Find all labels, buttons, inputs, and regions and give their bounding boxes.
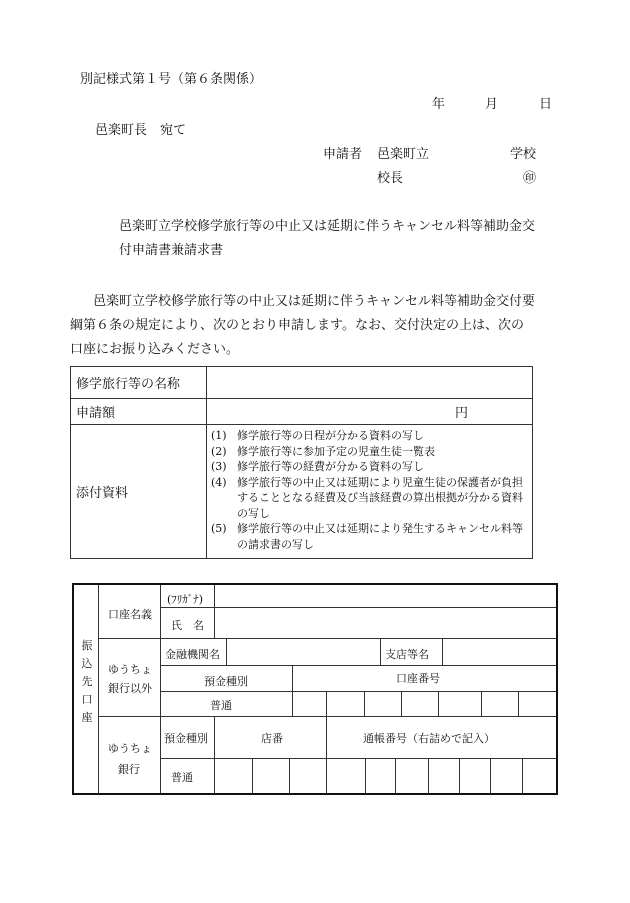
applicant-school-suffix: 学校 bbox=[510, 147, 537, 162]
ordinary-label: 普通 bbox=[210, 699, 232, 712]
bank-account-table bbox=[72, 583, 558, 795]
body-line2: 綱第６条の規定により、次のとおり申請します。なお、交付決定の上は、次の bbox=[70, 318, 524, 333]
attachment-item: (1) 修学旅行等の日程が分かる資料の写し bbox=[211, 429, 424, 442]
yucho-label-2: 銀行 bbox=[118, 763, 140, 776]
passbook-number-field[interactable] bbox=[328, 760, 554, 791]
attachment-item: (5) 修学旅行等の中止又は延期により発生するキャンセル料等の請求書の写し bbox=[211, 522, 523, 551]
holder-name-field[interactable] bbox=[216, 609, 554, 637]
form-number: 別記様式第１号（第６条関係） bbox=[80, 72, 263, 87]
attachment-item: (4) 修学旅行等の中止又は延期により児童生徒の保護者が負担することとなる経費及び当該経費の算出根拠が分かる資料の写し bbox=[211, 475, 523, 520]
amount-unit: 円 bbox=[454, 406, 468, 421]
institution-label: 金融機関名 bbox=[165, 648, 220, 661]
store-number-field[interactable] bbox=[216, 760, 325, 791]
amount-field[interactable] bbox=[207, 399, 533, 425]
document-title-line1: 邑楽町立学校修学旅行等の中止又は延期に伴うキャンセル料等補助金交 bbox=[119, 219, 536, 234]
yucho-ordinary-label: 普通 bbox=[171, 771, 193, 784]
principal-label: 校長 bbox=[377, 171, 404, 186]
institution-field[interactable] bbox=[228, 641, 378, 663]
seal-mark: ㊞ bbox=[523, 171, 537, 186]
other-bank-label-1: ゆうちょ bbox=[108, 663, 152, 676]
date-year: 年 bbox=[432, 97, 446, 112]
section-label-vertical: 振 込 先 口 座 bbox=[81, 639, 93, 724]
branch-field[interactable] bbox=[444, 641, 554, 663]
account-number-label: 口座番号 bbox=[396, 672, 440, 685]
account-name-label: 口座名義 bbox=[108, 608, 152, 621]
document-title-line2: 付申請書兼請求書 bbox=[119, 243, 224, 258]
account-number-field[interactable] bbox=[294, 693, 554, 715]
store-number-label: 店番 bbox=[261, 732, 283, 745]
yucho-label-1: ゆうちょ bbox=[108, 742, 152, 755]
branch-label: 支店等名 bbox=[385, 648, 429, 661]
trip-name-field[interactable] bbox=[207, 367, 533, 399]
attachments-label: 添付資料 bbox=[71, 425, 207, 559]
passbook-number-label: 通帳番号（右詰めで記入） bbox=[363, 732, 495, 745]
applicant-school-prefix: 邑楽町立 bbox=[377, 147, 430, 162]
attachments-list bbox=[207, 425, 533, 559]
yucho-deposit-type-label: 預金種別 bbox=[164, 732, 208, 745]
trip-name-label: 修学旅行等の名称 bbox=[71, 367, 207, 399]
furigana-field[interactable] bbox=[216, 587, 554, 605]
holder-name-label: 氏 名 bbox=[171, 619, 204, 632]
body-line3: 口座にお振り込みください。 bbox=[70, 342, 240, 357]
application-table bbox=[70, 366, 533, 559]
date-day: 日 bbox=[539, 97, 553, 112]
attachment-item: (2) 修学旅行等に参加予定の児童生徒一覧表 bbox=[211, 444, 435, 458]
other-bank-label-2: 銀行以外 bbox=[108, 682, 152, 695]
attachment-item: (3) 修学旅行等の経費が分かる資料の写し bbox=[211, 460, 424, 473]
applicant-label: 申請者 bbox=[323, 147, 363, 162]
addressee: 邑楽町長 宛て bbox=[95, 123, 187, 138]
date-month: 月 bbox=[485, 97, 499, 112]
body-line1: 邑楽町立学校修学旅行等の中止又は延期に伴うキャンセル料等補助金交付要 bbox=[93, 294, 536, 309]
amount-label: 申請額 bbox=[71, 399, 207, 425]
deposit-type-label: 預金種別 bbox=[204, 675, 248, 688]
furigana-label: (ﾌﾘｶﾞﾅ) bbox=[167, 593, 204, 606]
